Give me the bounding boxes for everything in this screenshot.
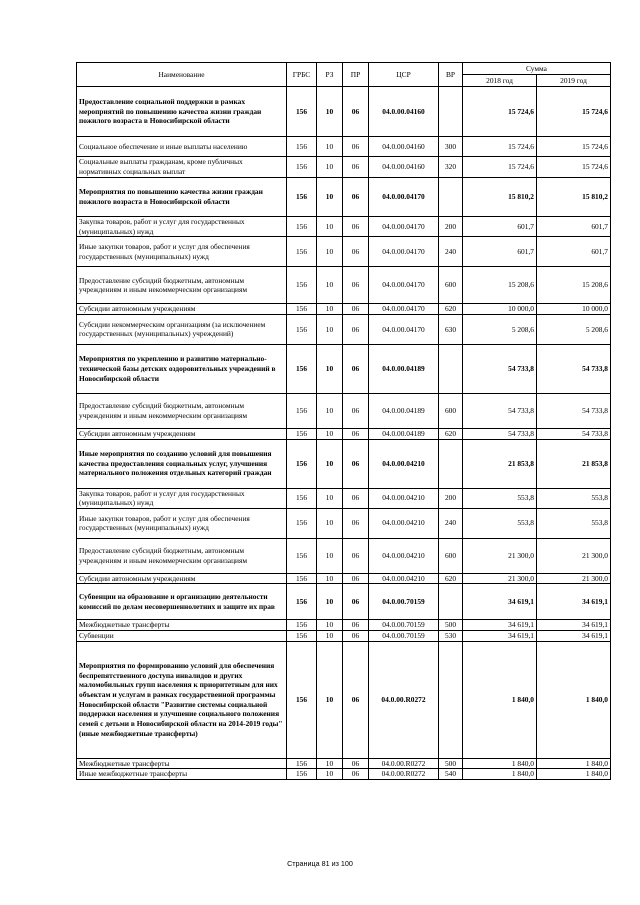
row-vr: 320 — [439, 157, 463, 178]
row-name: Иные межбюджетные трансферты — [77, 769, 287, 780]
row-csr: 04.0.00.04189 — [369, 393, 439, 428]
row-grbs: 156 — [287, 758, 317, 769]
row-grbs: 156 — [287, 304, 317, 315]
table-row — [77, 573, 611, 584]
row-rz: 10 — [317, 508, 343, 538]
table-row — [77, 488, 611, 508]
row-csr: 04.0.00.R0272 — [369, 641, 439, 758]
row-csr: 04.0.00.04210 — [369, 439, 439, 488]
row-pr: 06 — [343, 620, 369, 631]
header-sum: Сумма — [463, 63, 611, 75]
row-vr — [439, 178, 463, 217]
row-grbs: 156 — [287, 237, 317, 267]
header-rz: РЗ — [317, 63, 343, 87]
table-row — [77, 631, 611, 642]
row-pr: 06 — [343, 488, 369, 508]
row-grbs: 156 — [287, 641, 317, 758]
row-sum-2019: 54 733,8 — [537, 344, 611, 393]
row-pr: 06 — [343, 267, 369, 304]
row-rz: 10 — [317, 488, 343, 508]
row-name: Межбюджетные трансферты — [77, 620, 287, 631]
row-sum-2018: 34 619,1 — [463, 620, 537, 631]
row-csr: 04.0.00.R0272 — [369, 758, 439, 769]
table-row — [77, 344, 611, 393]
row-grbs: 156 — [287, 157, 317, 178]
row-csr: 04.0.00.04160 — [369, 137, 439, 157]
row-rz: 10 — [317, 584, 343, 620]
row-sum-2019: 1 840,0 — [537, 758, 611, 769]
row-rz: 10 — [317, 393, 343, 428]
table-row — [77, 428, 611, 439]
row-name: Субвенции на образование и организацию деятельности комиссий по делам несовершеннолетних и защите их прав — [77, 584, 287, 620]
row-sum-2019: 601,7 — [537, 237, 611, 267]
table-row — [77, 769, 611, 780]
row-pr: 06 — [343, 584, 369, 620]
row-sum-2019: 54 733,8 — [537, 428, 611, 439]
row-vr: 620 — [439, 573, 463, 584]
row-rz: 10 — [317, 87, 343, 137]
row-vr: 540 — [439, 769, 463, 780]
row-pr: 06 — [343, 314, 369, 344]
row-vr: 500 — [439, 758, 463, 769]
row-name: Социальные выплаты гражданам, кроме публичных нормативных социальных выплат — [77, 157, 287, 178]
row-pr: 06 — [343, 508, 369, 538]
row-sum-2018: 34 619,1 — [463, 584, 537, 620]
row-grbs: 156 — [287, 217, 317, 237]
row-pr: 06 — [343, 157, 369, 178]
row-name: Иные закупки товаров, работ и услуг для обеспечения государственных (муниципальных) нужд — [77, 508, 287, 538]
row-csr: 04.0.00.04189 — [369, 344, 439, 393]
row-pr: 06 — [343, 393, 369, 428]
row-vr — [439, 87, 463, 137]
row-sum-2019: 21 853,8 — [537, 439, 611, 488]
row-sum-2019: 34 619,1 — [537, 631, 611, 642]
row-sum-2018: 21 300,0 — [463, 538, 537, 573]
row-pr: 06 — [343, 439, 369, 488]
row-csr: 04.0.00.70159 — [369, 584, 439, 620]
row-csr: 04.0.00.70159 — [369, 631, 439, 642]
row-pr: 06 — [343, 538, 369, 573]
row-grbs: 156 — [287, 87, 317, 137]
row-sum-2019: 21 300,0 — [537, 573, 611, 584]
row-csr: 04.0.00.04160 — [369, 87, 439, 137]
row-name: Предоставление субсидий бюджетным, автономным учреждениям и иным некоммерческим организациям — [77, 393, 287, 428]
row-rz: 10 — [317, 758, 343, 769]
row-name: Субсидии некоммерческим организациям (за исключением государственных (муниципальных) учреждений) — [77, 314, 287, 344]
row-sum-2019: 1 840,0 — [537, 641, 611, 758]
row-pr: 06 — [343, 758, 369, 769]
row-grbs: 156 — [287, 620, 317, 631]
header-vr: ВР — [439, 63, 463, 87]
row-sum-2018: 15 724,6 — [463, 157, 537, 178]
row-sum-2018: 21 300,0 — [463, 573, 537, 584]
row-grbs: 156 — [287, 631, 317, 642]
row-pr: 06 — [343, 641, 369, 758]
row-name: Мероприятия по укреплению и развитию материально-технической базы детских оздоровительных учреждений в Новосибирской области — [77, 344, 287, 393]
row-pr: 06 — [343, 631, 369, 642]
row-csr: 04.0.00.04189 — [369, 428, 439, 439]
row-csr: 04.0.00.04170 — [369, 314, 439, 344]
row-sum-2019: 34 619,1 — [537, 584, 611, 620]
row-csr: 04.0.00.04210 — [369, 508, 439, 538]
row-pr: 06 — [343, 344, 369, 393]
row-rz: 10 — [317, 157, 343, 178]
row-pr: 06 — [343, 87, 369, 137]
row-rz: 10 — [317, 769, 343, 780]
table-row — [77, 620, 611, 631]
row-csr: 04.0.00.R0272 — [369, 769, 439, 780]
row-sum-2018: 15 208,6 — [463, 267, 537, 304]
row-vr: 620 — [439, 304, 463, 315]
row-rz: 10 — [317, 620, 343, 631]
row-vr: 300 — [439, 137, 463, 157]
row-name: Предоставление социальной поддержки в рамках мероприятий по повышению качества жизни граждан пожилого возраста в Новосибирской области — [77, 87, 287, 137]
table-row — [77, 304, 611, 315]
row-sum-2019: 15 724,6 — [537, 87, 611, 137]
row-grbs: 156 — [287, 584, 317, 620]
row-csr: 04.0.00.70159 — [369, 620, 439, 631]
row-grbs: 156 — [287, 439, 317, 488]
row-vr: 600 — [439, 538, 463, 573]
row-name: Иные закупки товаров, работ и услуг для обеспечения государственных (муниципальных) нужд — [77, 237, 287, 267]
row-sum-2019: 15 810,2 — [537, 178, 611, 217]
row-sum-2019: 601,7 — [537, 217, 611, 237]
row-name: Субвенции — [77, 631, 287, 642]
table-row — [77, 584, 611, 620]
row-name: Субсидии автономным учреждениям — [77, 573, 287, 584]
table-row — [77, 393, 611, 428]
row-grbs: 156 — [287, 137, 317, 157]
row-rz: 10 — [317, 631, 343, 642]
row-rz: 10 — [317, 178, 343, 217]
table-row — [77, 157, 611, 178]
row-pr: 06 — [343, 428, 369, 439]
header-2018: 2018 год — [463, 75, 537, 87]
row-grbs: 156 — [287, 538, 317, 573]
row-vr: 530 — [439, 631, 463, 642]
row-csr: 04.0.00.04170 — [369, 304, 439, 315]
row-vr — [439, 584, 463, 620]
row-sum-2018: 601,7 — [463, 237, 537, 267]
row-sum-2018: 15 810,2 — [463, 178, 537, 217]
row-name: Социальное обеспечение и иные выплаты населению — [77, 137, 287, 157]
row-csr: 04.0.00.04210 — [369, 488, 439, 508]
budget-table — [76, 62, 611, 780]
row-grbs: 156 — [287, 314, 317, 344]
row-grbs: 156 — [287, 488, 317, 508]
row-name: Субсидии автономным учреждениям — [77, 304, 287, 315]
row-name: Иные мероприятия по созданию условий для повышения качества предоставления социальных услуг, улучшения материального положения отдельных категорий граждан — [77, 439, 287, 488]
row-sum-2018: 1 840,0 — [463, 641, 537, 758]
row-csr: 04.0.00.04170 — [369, 217, 439, 237]
header-csr: ЦСР — [369, 63, 439, 87]
row-grbs: 156 — [287, 393, 317, 428]
table-row — [77, 137, 611, 157]
row-rz: 10 — [317, 304, 343, 315]
row-rz: 10 — [317, 344, 343, 393]
table-row — [77, 178, 611, 217]
row-sum-2018: 21 853,8 — [463, 439, 537, 488]
row-sum-2018: 54 733,8 — [463, 393, 537, 428]
page-number: Страница 81 из 100 — [287, 859, 353, 868]
row-vr: 200 — [439, 488, 463, 508]
table-row — [77, 439, 611, 488]
row-pr: 06 — [343, 137, 369, 157]
row-csr: 04.0.00.04160 — [369, 157, 439, 178]
row-name: Предоставление субсидий бюджетным, автономным учреждениям и иным некоммерческим организациям — [77, 267, 287, 304]
row-sum-2019: 21 300,0 — [537, 538, 611, 573]
row-rz: 10 — [317, 267, 343, 304]
row-sum-2018: 15 724,6 — [463, 137, 537, 157]
row-rz: 10 — [317, 428, 343, 439]
row-sum-2019: 553,8 — [537, 488, 611, 508]
row-sum-2018: 54 733,8 — [463, 428, 537, 439]
row-rz: 10 — [317, 137, 343, 157]
row-name: Мероприятия по повышению качества жизни граждан пожилого возраста в Новосибирской области — [77, 178, 287, 217]
row-vr: 630 — [439, 314, 463, 344]
table-row — [77, 267, 611, 304]
row-vr: 600 — [439, 393, 463, 428]
row-sum-2018: 5 208,6 — [463, 314, 537, 344]
row-rz: 10 — [317, 538, 343, 573]
row-rz: 10 — [317, 217, 343, 237]
row-sum-2018: 601,7 — [463, 217, 537, 237]
row-pr: 06 — [343, 178, 369, 217]
row-sum-2018: 553,8 — [463, 488, 537, 508]
row-sum-2019: 10 000,0 — [537, 304, 611, 315]
row-grbs: 156 — [287, 508, 317, 538]
row-sum-2019: 15 724,6 — [537, 137, 611, 157]
row-sum-2019: 553,8 — [537, 508, 611, 538]
row-vr: 620 — [439, 428, 463, 439]
row-grbs: 156 — [287, 178, 317, 217]
row-grbs: 156 — [287, 428, 317, 439]
table-row — [77, 538, 611, 573]
row-name: Предоставление субсидий бюджетным, автономным учреждениям и иным некоммерческим организациям — [77, 538, 287, 573]
row-csr: 04.0.00.04170 — [369, 267, 439, 304]
row-sum-2019: 54 733,8 — [537, 393, 611, 428]
row-csr: 04.0.00.04210 — [369, 573, 439, 584]
row-sum-2019: 1 840,0 — [537, 769, 611, 780]
row-rz: 10 — [317, 641, 343, 758]
row-pr: 06 — [343, 573, 369, 584]
row-sum-2018: 1 840,0 — [463, 769, 537, 780]
row-pr: 06 — [343, 237, 369, 267]
table-row — [77, 87, 611, 137]
row-rz: 10 — [317, 314, 343, 344]
table-row — [77, 237, 611, 267]
row-vr: 500 — [439, 620, 463, 631]
row-pr: 06 — [343, 304, 369, 315]
row-name: Межбюджетные трансферты — [77, 758, 287, 769]
row-sum-2018: 1 840,0 — [463, 758, 537, 769]
row-sum-2018: 10 000,0 — [463, 304, 537, 315]
row-csr: 04.0.00.04170 — [369, 178, 439, 217]
table-row — [77, 641, 611, 758]
row-rz: 10 — [317, 439, 343, 488]
row-sum-2019: 5 208,6 — [537, 314, 611, 344]
row-vr: 600 — [439, 267, 463, 304]
row-grbs: 156 — [287, 267, 317, 304]
table-row — [77, 758, 611, 769]
table-row — [77, 314, 611, 344]
row-sum-2019: 15 724,6 — [537, 157, 611, 178]
header-name: Наименование — [77, 63, 287, 87]
row-name: Мероприятия по формированию условий для обеспечения беспрепятственного доступа инвалидов и других маломобильных групп населения к приоритетным для них объектам и услугам в рамках государственной программы Новосибирской области "Развитие системы социальной поддержки населения и улучшение социального положения семей с детьми в Новосибирской области на 2014-2019 годы" (иные межбюджетные трансферты) — [77, 641, 287, 758]
row-vr: 240 — [439, 237, 463, 267]
header-grbs: ГРБС — [287, 63, 317, 87]
row-grbs: 156 — [287, 573, 317, 584]
row-rz: 10 — [317, 573, 343, 584]
table-row — [77, 217, 611, 237]
row-csr: 04.0.00.04210 — [369, 538, 439, 573]
row-sum-2018: 54 733,8 — [463, 344, 537, 393]
row-name: Закупка товаров, работ и услуг для государственных (муниципальных) нужд — [77, 488, 287, 508]
row-vr — [439, 439, 463, 488]
row-sum-2019: 15 208,6 — [537, 267, 611, 304]
row-pr: 06 — [343, 217, 369, 237]
table-body — [77, 87, 611, 780]
row-sum-2019: 34 619,1 — [537, 620, 611, 631]
row-vr — [439, 641, 463, 758]
row-vr — [439, 344, 463, 393]
row-vr: 240 — [439, 508, 463, 538]
row-sum-2018: 15 724,6 — [463, 87, 537, 137]
row-vr: 200 — [439, 217, 463, 237]
row-pr: 06 — [343, 769, 369, 780]
header-2019: 2019 год — [537, 75, 611, 87]
row-sum-2018: 34 619,1 — [463, 631, 537, 642]
row-csr: 04.0.00.04170 — [369, 237, 439, 267]
table-row — [77, 508, 611, 538]
row-name: Закупка товаров, работ и услуг для государственных (муниципальных) нужд — [77, 217, 287, 237]
row-grbs: 156 — [287, 769, 317, 780]
row-sum-2018: 553,8 — [463, 508, 537, 538]
row-name: Субсидии автономным учреждениям — [77, 428, 287, 439]
row-rz: 10 — [317, 237, 343, 267]
header-pr: ПР — [343, 63, 369, 87]
row-grbs: 156 — [287, 344, 317, 393]
